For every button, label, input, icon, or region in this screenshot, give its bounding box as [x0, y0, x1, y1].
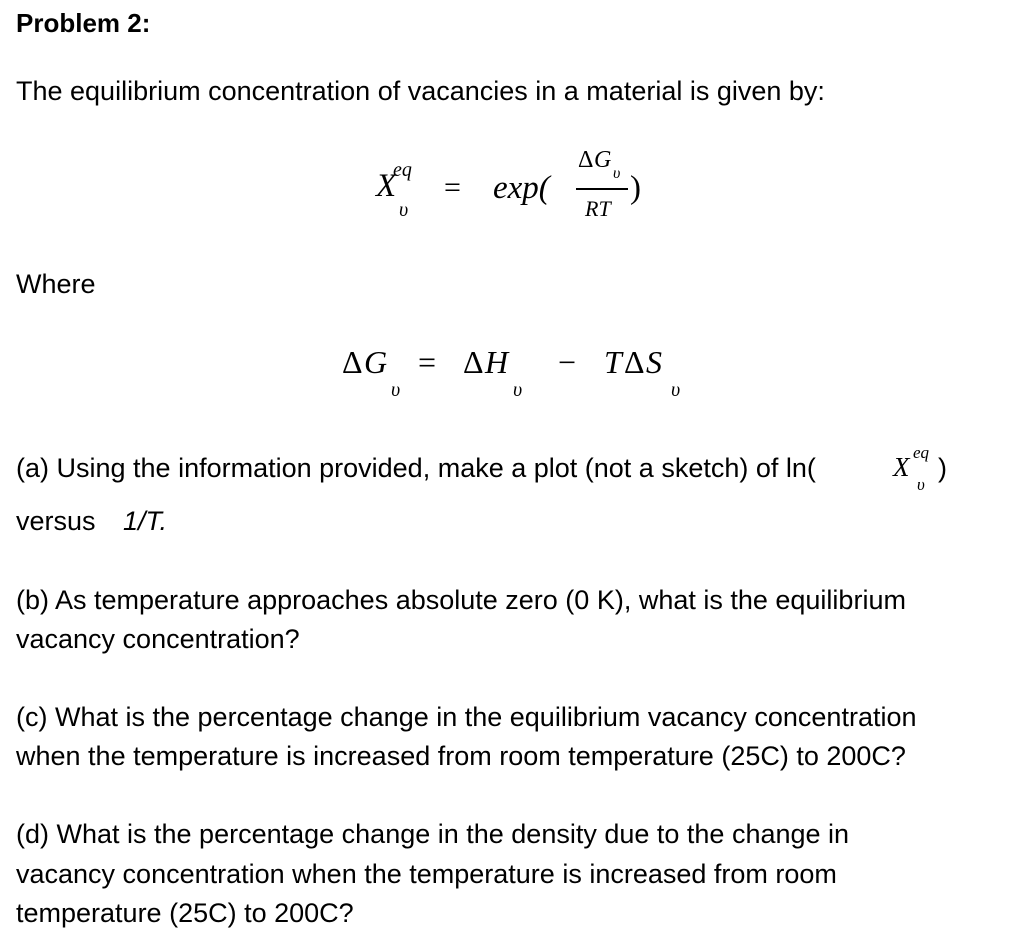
eq2-delta-h-delta: Δ [463, 344, 484, 380]
question-c-line1: (c) What is the percentage change in the equilibrium vacancy concentration [16, 702, 917, 732]
eq2-minus: − [558, 344, 577, 380]
eq1-close-paren: ) [630, 170, 641, 206]
problem-title: Problem 2: [16, 8, 151, 38]
eq2-delta-s-subscript: υ [671, 379, 681, 401]
eq1-num-symbol: G [594, 147, 612, 173]
problem-intro: The equilibrium concentration of vacancies in a material is given by: [16, 76, 825, 106]
eq1-fraction-bar [576, 188, 628, 190]
eq1-lhs-subscript: υ [399, 199, 409, 221]
where-label: Where [16, 269, 96, 299]
question-d-line1: (d) What is the percentage change in the density due to the change in [16, 819, 850, 849]
question-a-text: (a) Using the information provided, make a plot (not a sketch) of ln( [16, 453, 816, 483]
eq2-equals: = [418, 344, 437, 380]
eq1-equals: = [444, 171, 461, 204]
question-a-var-subscript: υ [917, 475, 925, 494]
eq1-lhs-superscript: eq [393, 159, 412, 181]
question-a-var-superscript: eq [913, 443, 930, 462]
question-c-line2: when the temperature is increased from room temperature (25C) to 200C? [16, 741, 906, 771]
question-a-var-symbol: X [893, 452, 910, 482]
eq2-delta-s-symbol: S [646, 344, 662, 380]
question-a-close: ) [938, 453, 947, 483]
eq2-delta-g-symbol: G [364, 344, 388, 380]
eq1-denominator: RT [585, 196, 611, 221]
question-b-line1: (b) As temperature approaches absolute zero (0 K), what is the equilibrium [16, 585, 906, 615]
eq2-delta-s-delta: Δ [624, 344, 645, 380]
eq2-delta-h-symbol: H [485, 344, 509, 380]
question-d-line2: vacancy concentration when the temperature is increased from room [16, 859, 837, 889]
eq1-function: exp( [493, 170, 550, 206]
eq2-delta-h-subscript: υ [513, 379, 523, 401]
question-d-line3: temperature (25C) to 200C? [16, 898, 354, 928]
question-b-line2: vacancy concentration? [16, 624, 300, 654]
eq1-lhs-symbol: X [376, 168, 397, 204]
eq2-temperature: T [604, 344, 622, 380]
eq2-delta-g-subscript: υ [391, 379, 401, 401]
eq2-delta-g-delta: Δ [342, 344, 363, 380]
question-a-versus: versus [16, 506, 96, 536]
eq1-num-delta: Δ [578, 147, 594, 173]
eq1-num-subscript: υ [613, 165, 621, 182]
question-a-inverse-t: 1/T. [123, 506, 168, 536]
